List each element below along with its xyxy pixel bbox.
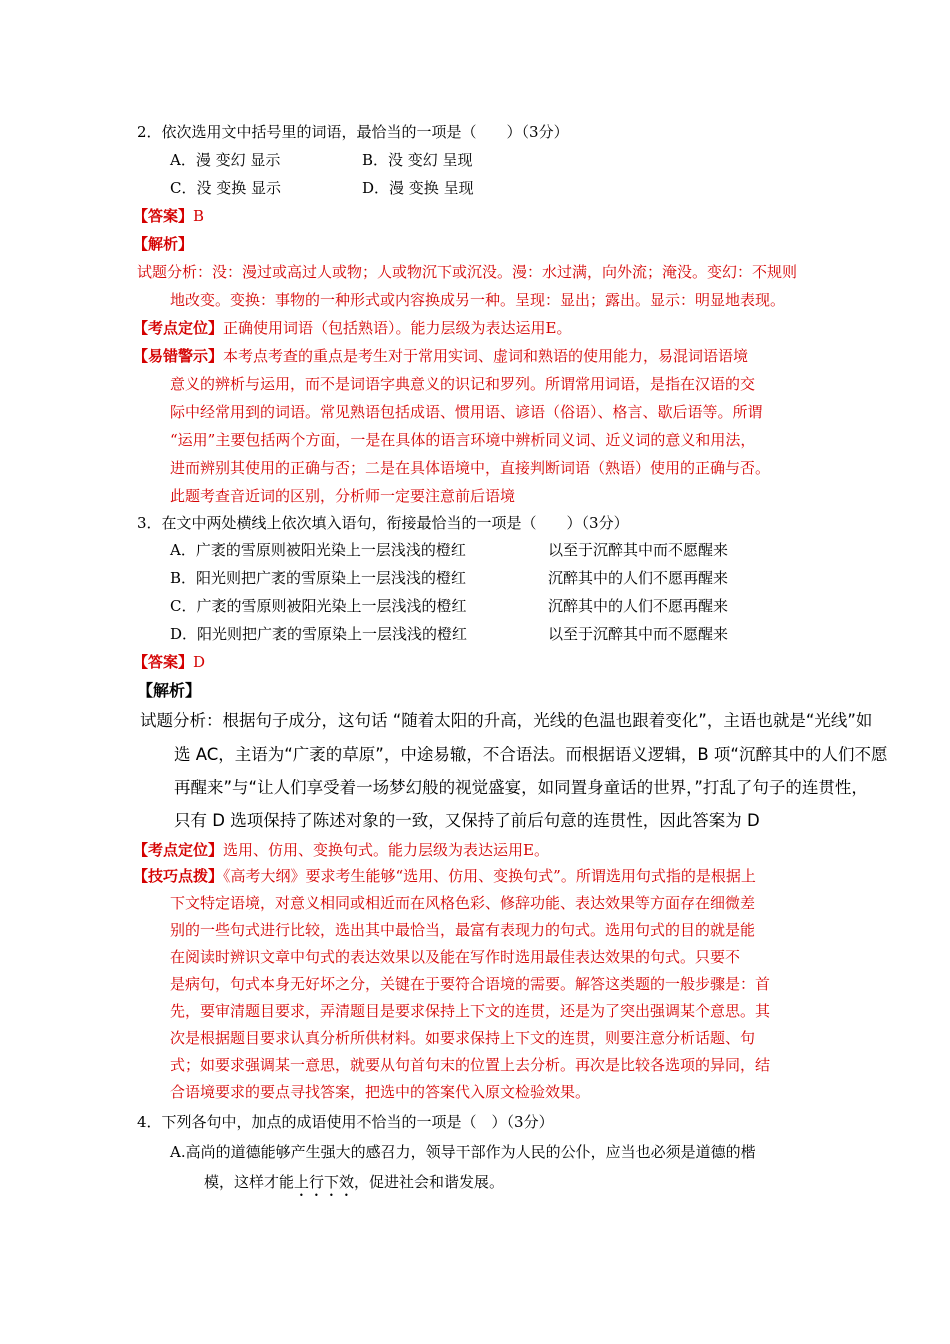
- q3-analysis-line-2: 选 AC，主语为“广袤的草原”，中途易辙，不合语法。而根据语义逻辑，B 项“沉醉其中的人们不愿: [174, 745, 888, 764]
- q2-yicuo-line-1: [133, 346, 748, 366]
- q2-analysis-line-2: 地改变。变换：事物的一种形式或内容换成另一种。呈现：显出；露出。显示：明显地表现。: [170, 291, 786, 309]
- q3-option-c-left: C．广袤的雪原则被阳光染上一层浅浅的橙红: [170, 597, 467, 615]
- q3-analysis-label: 【解析】: [137, 681, 202, 700]
- q3-analysis-line-3: 再醒来”与“让人们享受着一场梦幻般的视觉盛宴，如同置身童话的世界，”打乱了句子的连贯性，: [174, 778, 868, 797]
- q3-kaodian: [133, 840, 549, 860]
- q3-option-b-right: 沉醉其中的人们不愿再醒来: [548, 569, 729, 587]
- q2-option-b: B．没 变幻 呈现: [362, 151, 473, 169]
- q4-stem: 4．下列各句中，加点的成语使用不恰当的一项是（ ）（3分）: [137, 1113, 554, 1131]
- q2-yicuo-text-1: 本考点考查的重点是考生对于常用实词、虚词和熟语的使用能力，易混词语语境: [223, 347, 749, 365]
- q2-option-c: C．没 变换 显示: [170, 179, 282, 197]
- q2-kaodian-label: 【考点定位】: [133, 319, 224, 337]
- q3-kaodian-label: 【考点定位】: [133, 841, 224, 859]
- q3-analysis-line-4: 只有 D 选项保持了陈述对象的一致，又保持了前后句意的连贯性，因此答案为 D: [174, 811, 760, 830]
- q2-yicuo-line-5: 进而辨别其使用的正确与否；二是在具体语境中，直接判断词语（熟语）使用的正确与否。: [170, 459, 771, 477]
- q2-yicuo-line-2: 意义的辨析与运用，而不是词语字典意义的识记和罗列。所谓常用词语，是指在汉语的交: [170, 375, 756, 393]
- q3-jiqiao-line-5: 是病句，句式本身无好坏之分，关键在于要符合语境的需要。解答这类题的一般步骤是：首: [170, 975, 771, 993]
- q2-analysis-line-1: 试题分析：没：漫过或高过人或物；人或物沉下或沉没。漫：水过满，向外流；淹没。变幻：不规则: [137, 263, 798, 281]
- q2-yicuo-line-4: “运用”主要包括两个方面，一是在具体的语言环境中辨析同义词、近义词的意义和用法，: [170, 431, 756, 449]
- q3-option-a-left: A．广袤的雪原则被阳光染上一层浅浅的橙红: [170, 541, 466, 559]
- q4-option-a-line-1: A.高尚的道德能够产生强大的感召力，领导干部作为人民的公仆，应当也必须是道德的楷: [170, 1143, 756, 1161]
- q3-jiqiao-line-8: 式；如要求强调某一意思，就要从句首句末的位置上去分析。再次是比较各选项的异同，结: [170, 1056, 771, 1074]
- q3-jiqiao-line-4: 在阅读时辨识文章中句式的表达效果以及能在写作时选用最佳表达效果的句式。只要不: [170, 948, 741, 966]
- q2-stem: 2．依次选用文中括号里的词语，最恰当的一项是（ ）（3分）: [137, 123, 569, 141]
- q3-kaodian-text: 选用、仿用、变换句式。能力层级为表达运用E。: [223, 841, 549, 859]
- q3-jiqiao-line-2: 下文特定语境，对意义相同或相近而在风格色彩、修辞功能、表达效果等方面存在细微差: [170, 894, 756, 912]
- q3-analysis-line-1: 试题分析：根据句子成分，这句话 “随着太阳的升高，光线的色温也跟着变化”，主语也就是“光线”如: [140, 711, 873, 730]
- q4-option-a-tail: ，促进社会和谐发展。: [354, 1173, 505, 1191]
- q2-kaodian-text: 正确使用词语（包括熟语）。能力层级为表达运用E。: [223, 319, 572, 337]
- q3-jiqiao-line-9: 合语境要求的要点寻找答案，把选中的答案代入原文检验效果。: [170, 1083, 591, 1101]
- q3-jiqiao-line-1: [133, 866, 756, 886]
- q3-option-b-left: B．阳光则把广袤的雪原染上一层浅浅的橙红: [170, 569, 467, 587]
- q2-answer: [133, 206, 204, 226]
- q2-yicuo-label: 【易错警示】: [133, 347, 224, 365]
- q3-jiqiao-label: 【技巧点拨】: [133, 867, 224, 885]
- q3-option-a-right: 以至于沉醉其中而不愿醒来: [548, 541, 729, 559]
- q2-option-a: A．漫 变幻 显示: [170, 151, 281, 169]
- q4-option-a-line-2: [204, 1172, 504, 1200]
- q3-jiqiao-line-7: 次是根据题目要求认真分析所供材料。如要求保持上下文的连贯，则要注意分析话题、句: [170, 1029, 756, 1047]
- q3-stem: 3．在文中两处横线上依次填入语句，衔接最恰当的一项是（ ）（3分）: [137, 514, 629, 532]
- q2-yicuo-line-3: 际中经常用到的词语。常见熟语包括成语、惯用语、谚语（俗语）、格言、歇后语等。所谓: [170, 403, 763, 421]
- q2-option-d: D．漫 变换 呈现: [362, 179, 474, 197]
- q3-option-d-left: D．阳光则把广袤的雪原染上一层浅浅的橙红: [170, 625, 468, 643]
- q2-yicuo-line-6: 此题考查音近词的区别，分析师一定要注意前后语境: [170, 487, 516, 505]
- q2-kaodian: [133, 318, 571, 338]
- q3-option-c-right: 沉醉其中的人们不愿再醒来: [548, 597, 729, 615]
- q2-answer-value: B: [193, 207, 205, 225]
- q2-answer-label: 【答案】: [133, 207, 194, 225]
- q2-analysis-label: 【解析】: [133, 235, 194, 253]
- q3-option-d-right: 以至于沉醉其中而不愿醒来: [548, 625, 729, 643]
- q3-answer: [133, 652, 205, 672]
- q3-jiqiao-text-1: 《高考大纲》要求考生能够“选用、仿用、变换句式”。所谓选用句式指的是根据上: [223, 867, 756, 885]
- q3-jiqiao-line-3: 别的一些句式进行比较，选出其中最恰当，最富有表现力的句式。选用句式的目的就是能: [170, 921, 756, 939]
- q3-answer-label: 【答案】: [133, 653, 194, 671]
- q4-dotted-idiom: 上行下效: [294, 1173, 355, 1191]
- q3-jiqiao-line-6: 先，要审清题目要求，弄清题目是要求保持上下文的连贯，还是为了突出强调某个意思。其: [170, 1002, 771, 1020]
- q4-option-a-text: 模，这样才能: [204, 1173, 295, 1191]
- q3-answer-value: D: [193, 653, 206, 671]
